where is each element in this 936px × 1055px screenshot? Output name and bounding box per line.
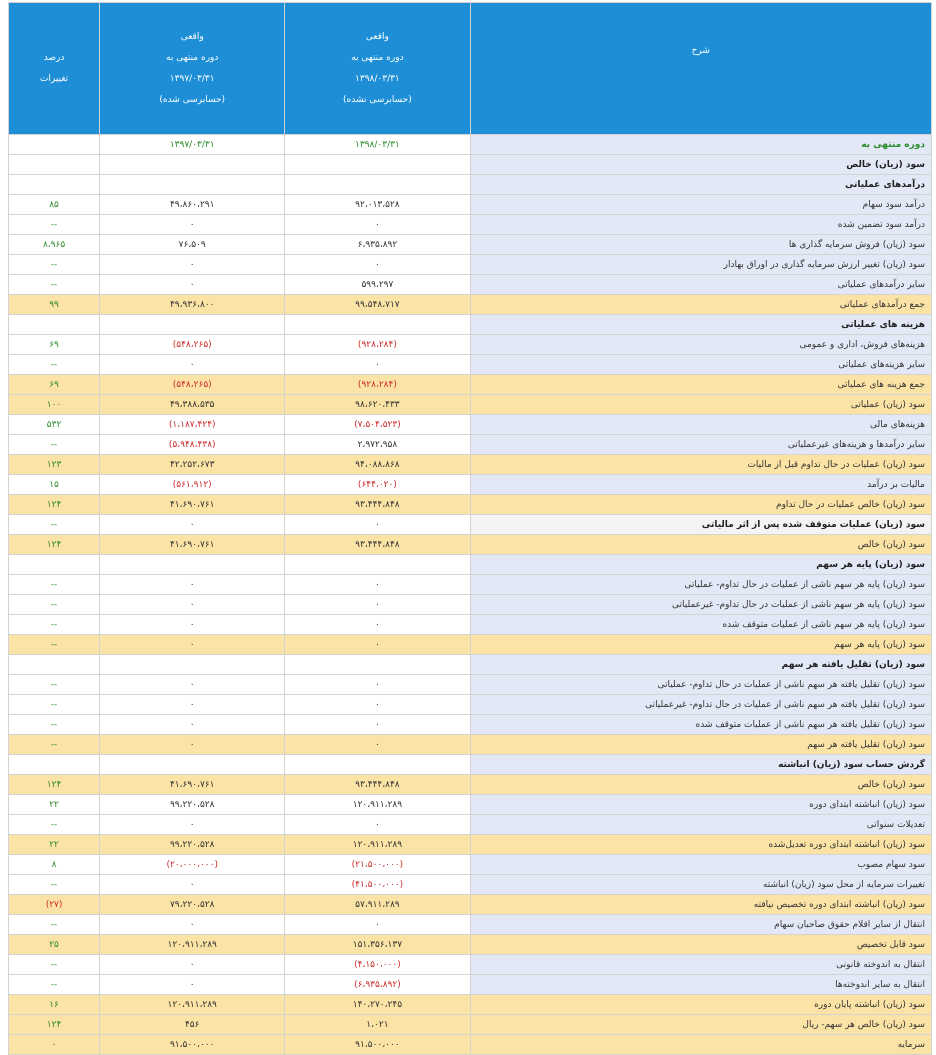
row-description: سود (زیان) خالص عملیات در حال تداوم xyxy=(470,495,932,515)
row-description: سود (زیان) انباشته پایان دوره xyxy=(470,995,932,1015)
change-percent: ۸ xyxy=(9,855,100,875)
value-1398: ۱،۰۲۱ xyxy=(285,1015,470,1035)
change-percent xyxy=(9,155,100,175)
row-description: سایر هزینه‌های عملیاتی xyxy=(470,355,932,375)
table-row xyxy=(9,815,932,835)
value-1397: ۴۹،۹۳۶،۸۰۰ xyxy=(100,295,285,315)
row-description: مالیات بر درآمد xyxy=(470,475,932,495)
value-1398: ۰ xyxy=(285,735,470,755)
row-description: سود قابل تخصیص xyxy=(470,935,932,955)
table-row xyxy=(9,195,932,215)
value-1398: ۰ xyxy=(285,595,470,615)
table-row xyxy=(9,475,932,495)
value-1398: ۹۳،۴۴۴،۸۴۸ xyxy=(285,495,470,515)
change-percent: -- xyxy=(9,875,100,895)
change-percent xyxy=(9,555,100,575)
row-description: سود (زیان) تقلیل یافته هر سهم xyxy=(470,735,932,755)
row-description: هزینه های عملیاتی xyxy=(470,315,932,335)
table-row xyxy=(9,695,932,715)
period-1397-header: واقعی دوره منتهی به ۱۳۹۷/۰۳/۳۱ (حسابرسی شده) xyxy=(100,3,285,135)
value-1397: ۰ xyxy=(100,575,285,595)
change-percent: -- xyxy=(9,215,100,235)
change-percent: -- xyxy=(9,515,100,535)
table-row xyxy=(9,395,932,415)
value-1397: ۰ xyxy=(100,715,285,735)
row-description: سود (زیان) خالص xyxy=(470,775,932,795)
value-1397: ۴۹،۸۶۰،۲۹۱ xyxy=(100,195,285,215)
value-1397 xyxy=(100,555,285,575)
table-row xyxy=(9,155,932,175)
value-1397: ۰ xyxy=(100,635,285,655)
value-1397: ۴۱،۶۹۰،۷۶۱ xyxy=(100,535,285,555)
table-row xyxy=(9,535,932,555)
change-percent: ۸۵ xyxy=(9,195,100,215)
table-row xyxy=(9,295,932,315)
value-1397: ۹۹،۲۲۰،۵۲۸ xyxy=(100,835,285,855)
row-description: سرمایه xyxy=(470,1035,932,1055)
table-row xyxy=(9,635,932,655)
value-1397: ۰ xyxy=(100,915,285,935)
change-percent: ۱۲۴ xyxy=(9,495,100,515)
table-row xyxy=(9,675,932,695)
value-1397: ۰ xyxy=(100,595,285,615)
row-description: گردش حساب سود (زیان) انباشته xyxy=(470,755,932,775)
row-description: تغییرات سرمایه از محل سود (زیان) انباشته xyxy=(470,875,932,895)
change-percent: ۸،۹۶۵ xyxy=(9,235,100,255)
row-description: سود (زیان) پایه هر سهم ناشی از عملیات متوقف شده xyxy=(470,615,932,635)
table-row xyxy=(9,795,932,815)
value-1398: ۱۴۰،۲۷۰،۲۴۵ xyxy=(285,995,470,1015)
value-1398 xyxy=(285,655,470,675)
table-row xyxy=(9,315,932,335)
financial-statement xyxy=(8,2,932,1055)
change-percent: ۲۲ xyxy=(9,835,100,855)
change-percent: -- xyxy=(9,815,100,835)
change-percent: ۱۲۴ xyxy=(9,775,100,795)
value-1397: ۹۱،۵۰۰،۰۰۰ xyxy=(100,1035,285,1055)
value-1398: ۰ xyxy=(285,715,470,735)
value-1398: (۹۲۸،۲۸۴) xyxy=(285,335,470,355)
value-1397: ۹۹،۲۲۰،۵۲۸ xyxy=(100,795,285,815)
row-description: سود سهام مصوب xyxy=(470,855,932,875)
value-1398: ۹۱،۵۰۰،۰۰۰ xyxy=(285,1035,470,1055)
row-description: سود (زیان) تقلیل یافته هر سهم ناشی از عملیات در حال تداوم- عملیاتی xyxy=(470,675,932,695)
table-row xyxy=(9,415,932,435)
row-description: سود (زیان) خالص xyxy=(470,535,932,555)
table-row xyxy=(9,555,932,575)
table-row xyxy=(9,175,932,195)
value-1398: ۲،۹۷۲،۹۵۸ xyxy=(285,435,470,455)
value-1398: ۰ xyxy=(285,915,470,935)
value-1398: ۰ xyxy=(285,615,470,635)
table-row xyxy=(9,955,932,975)
change-percent xyxy=(9,655,100,675)
row-description: جمع هزینه های عملیاتی xyxy=(470,375,932,395)
value-1398: (۴،۱۵۰،۰۰۰) xyxy=(285,955,470,975)
row-description: سود (زیان) عملیاتی xyxy=(470,395,932,415)
value-1398 xyxy=(285,755,470,775)
table-row xyxy=(9,835,932,855)
table-row xyxy=(9,235,932,255)
table-row xyxy=(9,1035,932,1055)
change-percent: -- xyxy=(9,955,100,975)
table-row xyxy=(9,495,932,515)
value-1398: ۹۳،۴۴۴،۸۴۸ xyxy=(285,535,470,555)
table-row xyxy=(9,135,932,155)
table-row xyxy=(9,1015,932,1035)
table-row xyxy=(9,375,932,395)
value-1398: ۰ xyxy=(285,635,470,655)
value-1397: ۰ xyxy=(100,675,285,695)
value-1398: ۰ xyxy=(285,215,470,235)
value-1397: ۴۹،۳۸۸،۵۳۵ xyxy=(100,395,285,415)
table-row xyxy=(9,515,932,535)
value-1397: ۰ xyxy=(100,875,285,895)
value-1398: ۵۹۹،۲۹۷ xyxy=(285,275,470,295)
value-1397: ۰ xyxy=(100,955,285,975)
value-1397: ۰ xyxy=(100,215,285,235)
value-1397: ۴۵۶ xyxy=(100,1015,285,1035)
change-percent: -- xyxy=(9,735,100,755)
value-1398 xyxy=(285,155,470,175)
change-percent: ۱۰۰ xyxy=(9,395,100,415)
row-description: سود (زیان) تقلیل یافته هر سهم ناشی از عملیات در حال تداوم- غیرعملیاتی xyxy=(470,695,932,715)
value-1397 xyxy=(100,655,285,675)
value-1398: ۰ xyxy=(285,675,470,695)
description-header: شرح xyxy=(470,3,932,135)
value-1397: (۵۴۸،۲۶۵) xyxy=(100,335,285,355)
row-description: سود (زیان) عملیات در حال تداوم قبل از مالیات xyxy=(470,455,932,475)
change-percent: -- xyxy=(9,715,100,735)
row-description: سود (زیان) فروش سرمایه گذاری ها xyxy=(470,235,932,255)
value-1398 xyxy=(285,555,470,575)
change-percent xyxy=(9,135,100,155)
table-row xyxy=(9,855,932,875)
table-row xyxy=(9,895,932,915)
table-body xyxy=(9,135,932,1055)
value-1398: ۹۹،۵۴۸،۷۱۷ xyxy=(285,295,470,315)
row-description: تعدیلات سنواتی xyxy=(470,815,932,835)
table-row xyxy=(9,595,932,615)
value-1398: ۹۸،۶۲۰،۴۳۳ xyxy=(285,395,470,415)
value-1397: ۰ xyxy=(100,815,285,835)
table-row xyxy=(9,735,932,755)
value-1398 xyxy=(285,175,470,195)
table-row xyxy=(9,875,932,895)
row-description: سود (زیان) پایه هر سهم xyxy=(470,555,932,575)
row-description: سود (زیان) انباشته ابتدای دوره تعدیل‌شده xyxy=(470,835,932,855)
row-description: سود (زیان) پایه هر سهم ناشی از عملیات در حال تداوم- عملیاتی xyxy=(470,575,932,595)
table-row xyxy=(9,455,932,475)
row-description: انتقال به سایر اندوخته‌ها xyxy=(470,975,932,995)
value-1398: ۹۳،۴۴۴،۸۴۸ xyxy=(285,775,470,795)
change-percent xyxy=(9,315,100,335)
value-1397: ۴۱،۶۹۰،۷۶۱ xyxy=(100,495,285,515)
row-description: سود (زیان) پایه هر سهم ناشی از عملیات در حال تداوم- غیرعملیاتی xyxy=(470,595,932,615)
row-description: انتقال به اندوخته قانونی xyxy=(470,955,932,975)
table-row xyxy=(9,335,932,355)
change-percent: ۹۹ xyxy=(9,295,100,315)
change-percent: -- xyxy=(9,635,100,655)
table-row xyxy=(9,915,932,935)
table-row xyxy=(9,775,932,795)
value-1398: ۱۲۰،۹۱۱،۲۸۹ xyxy=(285,795,470,815)
change-percent-header: درصد تغییرات xyxy=(9,3,100,135)
value-1397: ۰ xyxy=(100,695,285,715)
table-row xyxy=(9,255,932,275)
change-percent: -- xyxy=(9,975,100,995)
change-percent: ۱۵ xyxy=(9,475,100,495)
value-1397: ۰ xyxy=(100,355,285,375)
value-1398 xyxy=(285,315,470,335)
value-1398: (۲۱،۵۰۰،۰۰۰) xyxy=(285,855,470,875)
value-1398: ۵۷،۹۱۱،۲۸۹ xyxy=(285,895,470,915)
row-description: سود (زیان) عملیات متوقف شده پس از اثر مالیاتی xyxy=(470,515,932,535)
change-percent: -- xyxy=(9,255,100,275)
value-1397: ۴۱،۶۹۰،۷۶۱ xyxy=(100,775,285,795)
change-percent: -- xyxy=(9,275,100,295)
row-description: درآمد سود تضمین شده xyxy=(470,215,932,235)
row-description: درآمد سود سهام xyxy=(470,195,932,215)
change-percent: -- xyxy=(9,695,100,715)
table-row xyxy=(9,715,932,735)
row-description: سود (زیان) خالص xyxy=(470,155,932,175)
value-1398: (۴۱،۵۰۰،۰۰۰) xyxy=(285,875,470,895)
change-percent: ۱۶ xyxy=(9,995,100,1015)
table-row xyxy=(9,215,932,235)
change-percent: -- xyxy=(9,675,100,695)
value-1397: ۰ xyxy=(100,975,285,995)
value-1397: ۱۲۰،۹۱۱،۲۸۹ xyxy=(100,935,285,955)
row-description: سایر درآمدهای عملیاتی xyxy=(470,275,932,295)
value-1397 xyxy=(100,175,285,195)
value-1397 xyxy=(100,155,285,175)
value-1397: (۵،۹۴۸،۴۳۸) xyxy=(100,435,285,455)
value-1397: ۰ xyxy=(100,515,285,535)
row-description: سود (زیان) پایه هر سهم xyxy=(470,635,932,655)
change-percent: ۶۹ xyxy=(9,335,100,355)
value-1397: (۲۰،۰۰۰،۰۰۰) xyxy=(100,855,285,875)
table-row xyxy=(9,935,932,955)
value-1397: ۷۹،۲۲۰،۵۲۸ xyxy=(100,895,285,915)
value-1397: ۰ xyxy=(100,615,285,635)
value-1397 xyxy=(100,755,285,775)
change-percent: ۶۹ xyxy=(9,375,100,395)
value-1398: ۰ xyxy=(285,255,470,275)
table-row xyxy=(9,275,932,295)
value-1398: ۰ xyxy=(285,695,470,715)
change-percent: ۱۲۴ xyxy=(9,1015,100,1035)
value-1398: (۹۲۸،۲۸۴) xyxy=(285,375,470,395)
change-percent: ۱۲۳ xyxy=(9,455,100,475)
change-percent: ۵۳۲ xyxy=(9,415,100,435)
row-description: جمع درآمدهای عملیاتی xyxy=(470,295,932,315)
value-1397: ۴۲،۲۵۲،۶۷۳ xyxy=(100,455,285,475)
value-1398: ۹۴،۰۸۸،۸۶۸ xyxy=(285,455,470,475)
value-1397: ۱۲۰،۹۱۱،۲۸۹ xyxy=(100,995,285,1015)
change-percent: ۰ xyxy=(9,1035,100,1055)
change-percent: ۲۲ xyxy=(9,795,100,815)
row-description: هزینه‌های مالی xyxy=(470,415,932,435)
change-percent: (۲۷) xyxy=(9,895,100,915)
change-percent: -- xyxy=(9,615,100,635)
row-description: انتقال از سایر اقلام حقوق صاحبان سهام xyxy=(470,915,932,935)
change-percent xyxy=(9,755,100,775)
change-percent: -- xyxy=(9,595,100,615)
row-description: سود (زیان) انباشته ابتدای دوره تخصیص نیافته xyxy=(470,895,932,915)
row-description: سایر درآمدها و هزینه‌های غیرعملیاتی xyxy=(470,435,932,455)
change-percent: -- xyxy=(9,355,100,375)
value-1398: ۰ xyxy=(285,815,470,835)
change-percent: -- xyxy=(9,575,100,595)
value-1398: ۰ xyxy=(285,575,470,595)
row-description: درآمدهای عملیاتی xyxy=(470,175,932,195)
change-percent xyxy=(9,175,100,195)
value-1398: ۱۲۰،۹۱۱،۲۸۹ xyxy=(285,835,470,855)
value-1397 xyxy=(100,315,285,335)
income-statement-table xyxy=(8,2,932,1055)
row-description: سود (زیان) تغییر ارزش سرمایه گذاری در اوراق بهادار xyxy=(470,255,932,275)
value-1397: ۷۶،۵۰۹ xyxy=(100,235,285,255)
change-percent: -- xyxy=(9,435,100,455)
change-percent: ۲۵ xyxy=(9,935,100,955)
table-row xyxy=(9,655,932,675)
value-1397: ۰ xyxy=(100,275,285,295)
row-description: سود (زیان) خالص هر سهم- ریال xyxy=(470,1015,932,1035)
period-1398-header: واقعی دوره منتهی به ۱۳۹۸/۰۳/۳۱ (حسابرسی نشده) xyxy=(285,3,470,135)
change-percent: ۱۲۴ xyxy=(9,535,100,555)
row-description: سود (زیان) تقلیل یافته هر سهم ناشی از عملیات متوقف شده xyxy=(470,715,932,735)
table-row xyxy=(9,355,932,375)
value-1398: ۱۳۹۸/۰۳/۳۱ xyxy=(285,135,470,155)
value-1398: ۹۲،۰۱۳،۵۲۸ xyxy=(285,195,470,215)
value-1398: (۶۴۴،۰۲۰) xyxy=(285,475,470,495)
table-header xyxy=(9,3,932,135)
table-row xyxy=(9,575,932,595)
value-1398: ۱۵۱،۳۵۶،۱۳۷ xyxy=(285,935,470,955)
value-1397: ۰ xyxy=(100,735,285,755)
table-row xyxy=(9,755,932,775)
value-1398: (۷،۵۰۴،۵۲۳) xyxy=(285,415,470,435)
value-1397: ۱۳۹۷/۰۳/۳۱ xyxy=(100,135,285,155)
change-percent: -- xyxy=(9,915,100,935)
table-row xyxy=(9,995,932,1015)
value-1398: (۶،۹۳۵،۸۹۲) xyxy=(285,975,470,995)
value-1398: ۶،۹۳۵،۸۹۲ xyxy=(285,235,470,255)
row-description: سود (زیان) انباشته ابتدای دوره xyxy=(470,795,932,815)
row-description: دوره منتهی به xyxy=(470,135,932,155)
table-row xyxy=(9,435,932,455)
table-row xyxy=(9,975,932,995)
row-description: هزینه‌های فروش، اداری و عمومی xyxy=(470,335,932,355)
row-description: سود (زیان) تقلیل یافته هر سهم xyxy=(470,655,932,675)
value-1397: (۵۴۸،۲۶۵) xyxy=(100,375,285,395)
value-1397: ۰ xyxy=(100,255,285,275)
value-1397: (۱،۱۸۷،۴۲۴) xyxy=(100,415,285,435)
value-1397: (۵۶۱،۹۱۲) xyxy=(100,475,285,495)
table-row xyxy=(9,615,932,635)
value-1398: ۰ xyxy=(285,515,470,535)
value-1398: ۰ xyxy=(285,355,470,375)
